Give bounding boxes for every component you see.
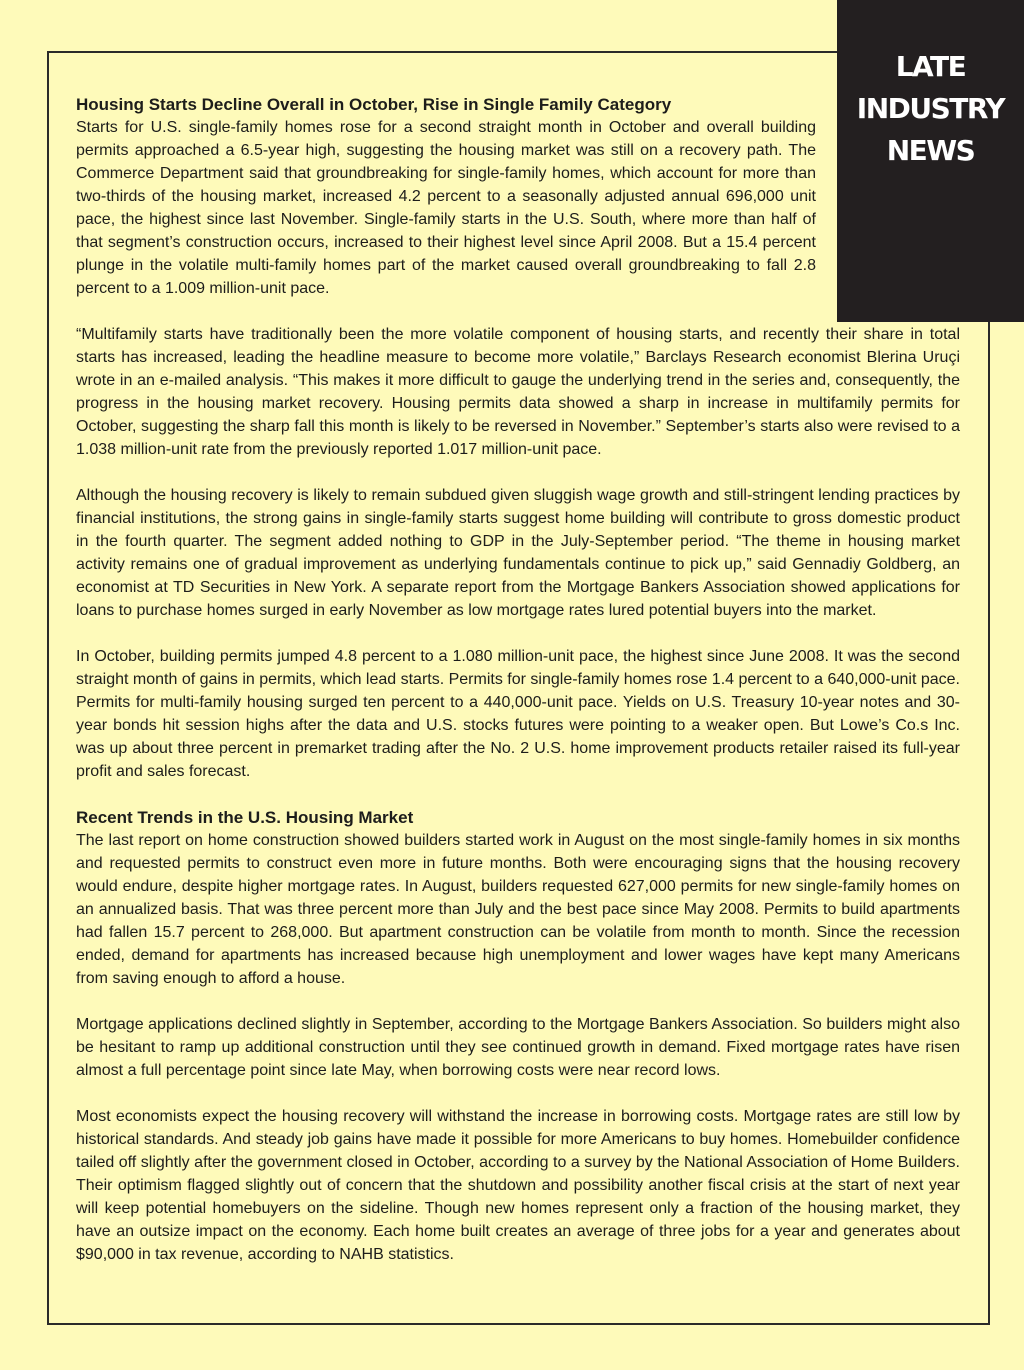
article-paragraph: In October, building permits jumped 4.8 percent to a 1.080 million-unit pace, the highest since June 2008. It was the second straight month of gains in permits, which lead starts. Permits for single-family homes rose 1.4 percent to a 640,000-unit pace. Permits for multi-family housing surged ten percent to a 440,000-unit pace. Yields on U.S. Treasury 10-year notes and 30-year bonds hit session highs after the data and U.S. stocks futures were pointing to a weaker open. But Lowe’s Co.s Inc. was up about three percent in premarket trading after the No. 2 U.S. home improvement products retailer raised its full-year profit and sales forecast. <box>76 648 960 780</box>
article-heading-housing-starts: Housing Starts Decline Overall in October, Rise in Single Family Category <box>76 95 672 114</box>
article-paragraph: “Multifamily starts have traditionally been the more volatile component of housing starts, and recently their share in total starts has increased, leading the headline measure to become more volatile,” Barclays Research economist Blerina Uruçi wrote in an e-mailed analysis. “This makes it more difficult to gauge the underlying trend in the series and, consequently, the progress in the housing market recovery. Housing permits data showed a sharp in increase in multifamily permits for October, suggesting the sharp fall this month is likely to be reversed in November.” September’s starts also were revised to a 1.038 million-unit rate from the previously reported 1.017 million-unit pace. <box>76 326 960 458</box>
tab-line-industry: INDUSTRY <box>856 92 1005 125</box>
tab-line-news: NEWS <box>886 134 975 167</box>
article-paragraph: The last report on home construction showed builders started work in August on the most single-family homes in six months and requested permits to construct even more in future months. Both were encouraging signs that the housing recovery would endure, despite higher mortgage rates. In August, builders requested 627,000 permits for new single-family homes on an annualized basis. That was three percent more than July and the best pace since May 2008. Permits to build apartments had fallen 15.7 percent to 268,000. But apartment construction can be volatile from month to month. Since the recession ended, demand for apartments has increased because high unemployment and lower wages have kept many Americans from saving enough to afford a house. <box>76 832 960 987</box>
article-paragraph: Most economists expect the housing recovery will withstand the increase in borrowing costs. Mortgage rates are still low by historical standards. And steady job gains have made it possible for more Americans to buy homes. Homebuilder confidence tailed off slightly after the government closed in October, according to a survey by the National Association of Home Builders. Their optimism flagged slightly out of concern that the shutdown and possibility another fiscal crisis at the start of next year will keep potential homebuyers on the sideline. Though new homes represent only a fraction of the housing market, they have an outsize impact on the economy. Each home built creates an average of three jobs for a year and generates about $90,000 in tax revenue, according to NAHB statistics. <box>76 1108 960 1263</box>
article-heading-recent-trends: Recent Trends in the U.S. Housing Market <box>76 808 414 827</box>
article-paragraph: Mortgage applications declined slightly in September, according to the Mortgage Bankers Association. So builders might also be hesitant to ramp up additional construction until they see continued growth in demand. Fixed mortgage rates have risen almost a full percentage point since late May, when borrowing costs were near record lows. <box>76 1016 960 1079</box>
article-body <box>76 93 960 1289</box>
article-paragraph: Although the housing recovery is likely to remain subdued given sluggish wage growth and still-stringent lending practices by financial institutions, the strong gains in single-family starts suggest home building will contribute to gross domestic product in the fourth quarter. The segment added nothing to GDP in the July-September period. “The theme in housing market activity remains one of gradual improvement as underlying fundamentals continue to pick up,” said Gennadiy Goldberg, an economist at TD Securities in New York. A separate report from the Mortgage Bankers Association showed applications for loans to purchase homes surged in early November as low mortgage rates lured potential buyers into the market. <box>76 487 960 619</box>
tab-line-late: LATE <box>895 50 966 83</box>
article-paragraph: Starts for U.S. single-family homes rose for a second straight month in October and overall building permits approached a 6.5-year high, suggesting the housing market was still on a recovery path. The Commerce Department said that groundbreaking for single-family homes, which account for more than two-thirds of the housing market, increased 4.2 percent to a seasonally adjusted annual 696,000 unit pace, the highest since last November. Single-family starts in the U.S. South, where more than half of that segment’s construction occurs, increased to their highest level since April 2008. But a 15.4 percent plunge in the volatile multi-family homes part of the market caused overall groundbreaking to fall 2.8 percent to a 1.009 million-unit pace. <box>76 119 816 297</box>
